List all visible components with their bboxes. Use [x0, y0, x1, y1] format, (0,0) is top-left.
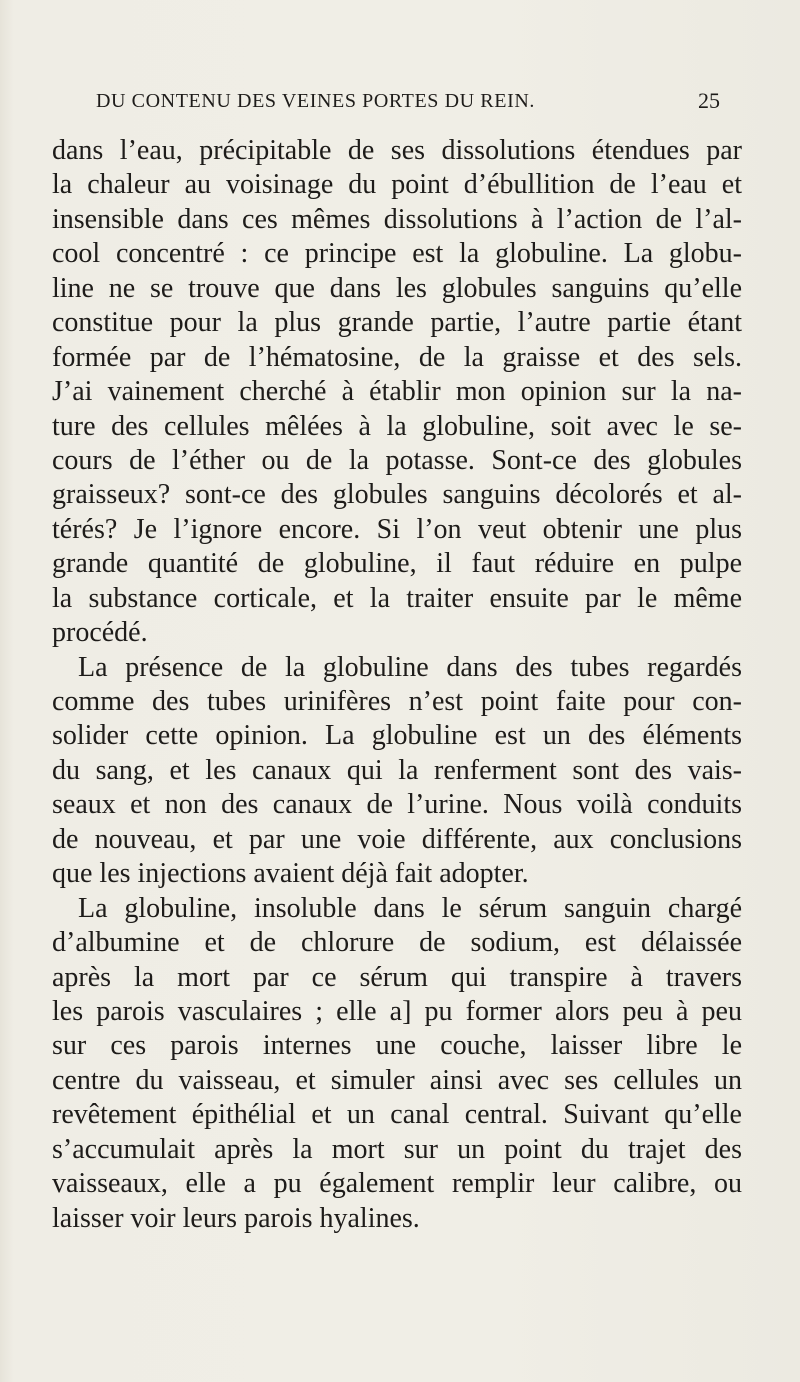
- text-line: insensible dans ces mêmes dissolutions à l’action de l’al-: [52, 203, 742, 235]
- text-line: vaisseaux, elle a pu également remplir leur calibre, ou: [52, 1168, 742, 1200]
- text-line: dans l’eau, précipitable de ses dissolutions étendues par: [52, 135, 742, 166]
- text-line: formée par de l’hématosine, de la graisse et des sels.: [52, 341, 742, 373]
- text-line: térés? Je l’ignore encore. Si l’on veut obtenir une plus: [52, 513, 742, 545]
- paragraph-first-line: La globuline, insoluble dans le sérum sanguin chargé: [78, 892, 742, 924]
- text-line: cool concentré : ce principe est la globuline. La globu-: [52, 238, 742, 270]
- text-line: revêtement épithélial et un canal central. Suivant qu’elle: [52, 1099, 742, 1131]
- text-line: du sang, et les canaux qui la renferment sont des vais-: [52, 754, 742, 786]
- text-line: line ne se trouve que dans les globules sanguins qu’elle: [52, 272, 742, 304]
- text-line: centre du vaisseau, et simuler ainsi avec ses cellules un: [52, 1064, 742, 1096]
- text-line: la chaleur au voisinage du point d’ébullition de l’eau et: [52, 169, 742, 201]
- page-number: 25: [698, 88, 720, 113]
- text-line: comme des tubes urinifères n’est point faite pour con-: [52, 686, 742, 717]
- text-line: cours de l’éther ou de la potasse. Sont-ce des globules: [52, 444, 742, 476]
- paragraph-end-line: procédé.: [52, 617, 148, 649]
- text-line: grande quantité de globuline, il faut réduire en pulpe: [52, 548, 742, 580]
- text-line: la substance corticale, et la traiter ensuite par le même: [52, 582, 742, 614]
- text-line: après la mort par ce sérum qui transpire à travers: [52, 961, 742, 993]
- text-line: graisseux? sont-ce des globules sanguins décolorés et al-: [52, 479, 742, 511]
- text-line: d’albumine et de chlorure de sodium, est délaissée: [52, 927, 742, 959]
- text-line: solider cette opinion. La globuline est un des éléments: [52, 720, 742, 752]
- text-line: J’ai vainement cherché à établir mon opinion sur la na-: [52, 376, 742, 408]
- text-line: ture des cellules mêlées à la globuline, soit avec le se-: [52, 410, 742, 442]
- paragraph-end-line: que les injections avaient déjà fait adopter.: [52, 858, 529, 890]
- paragraph-first-line: La présence de la globuline dans des tubes regardés: [78, 651, 742, 683]
- text-line: sur ces parois internes une couche, laisser libre le: [52, 1030, 742, 1062]
- page-header: [96, 90, 720, 120]
- paragraph-end-line: laisser voir leurs parois hyalines.: [52, 1202, 420, 1234]
- text-line: s’accumulait après la mort sur un point du trajet des: [52, 1133, 742, 1165]
- text-line: de nouveau, et par une voie différente, aux conclusions: [52, 823, 742, 855]
- body-text: [52, 134, 742, 1236]
- text-line: les parois vasculaires ; elle a] pu former alors peu à peu: [52, 995, 742, 1027]
- text-line: constitue pour la plus grande partie, l’autre partie étant: [52, 307, 742, 339]
- running-title: DU CONTENU DES VEINES PORTES DU REIN.: [96, 90, 535, 112]
- text-line: seaux et non des canaux de l’urine. Nous voilà conduits: [52, 789, 742, 821]
